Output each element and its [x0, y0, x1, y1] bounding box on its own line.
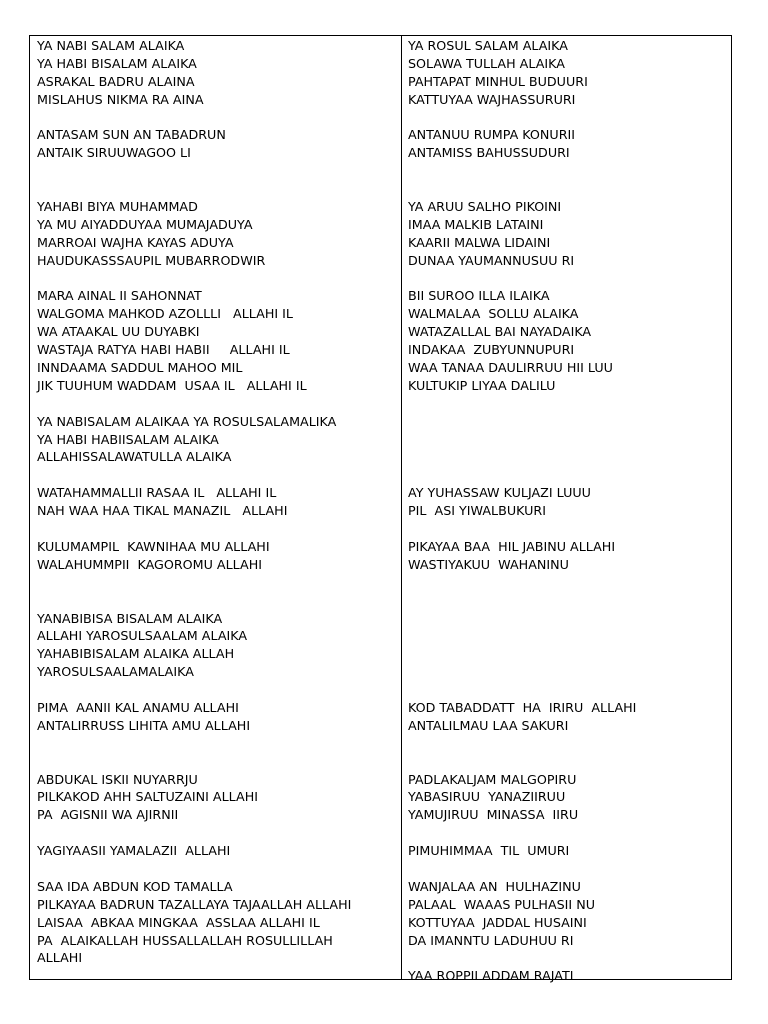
left-line	[37, 520, 393, 538]
left-line	[37, 180, 393, 198]
right-line	[408, 824, 726, 842]
left-line: WALGOMA MAHKOD AZOLLLI ALLAHI IL	[37, 306, 293, 322]
left-line: PA AGISNII WA AJIRNII	[37, 807, 179, 823]
left-line: SAA IDA ABDUN KOD TAMALLA	[37, 878, 233, 894]
left-line: YA MU AIYADDUYAA MUMAJADUYA	[37, 216, 253, 232]
right-line	[408, 520, 726, 538]
left-line	[37, 395, 393, 413]
right-line	[408, 270, 726, 288]
left-line: PIMA AANII KAL ANAMU ALLAHI	[37, 699, 239, 715]
right-line	[408, 949, 726, 967]
right-line: ANTAMISS BAHUSSUDURI	[408, 145, 570, 161]
right-line: PALAAL WAAAS PULHASII NU	[408, 896, 595, 912]
right-line: YA ARUU SALHO PIKOINI	[408, 199, 562, 215]
right-line	[408, 109, 726, 127]
right-column	[408, 37, 726, 985]
left-line: MARA AINAL II SAHONNAT	[37, 288, 202, 304]
right-line: IMAA MALKIB LATAINI	[408, 216, 544, 232]
left-line	[37, 466, 393, 484]
left-line: YAGIYAASII YAMALAZII ALLAHI	[37, 843, 231, 859]
right-line	[408, 162, 726, 180]
right-line: INDAKAA ZUBYUNNUPURI	[408, 342, 575, 358]
right-line	[408, 574, 726, 592]
left-line: WATAHAMMALLII RASAA IL ALLAHI IL	[37, 485, 277, 501]
left-line	[37, 109, 393, 127]
right-line	[408, 592, 726, 610]
right-line: BII SUROO ILLA ILAIKA	[408, 288, 550, 304]
right-line	[408, 860, 726, 878]
left-line: NAH WAA HAA TIKAL MANAZIL ALLAHI	[37, 503, 288, 519]
left-line: YA HABI HABIISALAM ALAIKA	[37, 431, 219, 447]
left-line: WALAHUMMPII KAGOROMU ALLAHI	[37, 556, 262, 572]
right-line	[408, 610, 726, 628]
left-column	[37, 37, 393, 967]
left-line	[37, 824, 393, 842]
left-line: MISLAHUS NIKMA RA AINA	[37, 91, 204, 107]
left-line: YAROSULSAALAMALAIKA	[37, 664, 194, 680]
left-line: YAHABI BIYA MUHAMMAD	[37, 199, 198, 215]
right-line	[408, 681, 726, 699]
left-line	[37, 681, 393, 699]
right-line	[408, 627, 726, 645]
right-line: PIMUHIMMAA TIL UMURI	[408, 843, 570, 859]
right-line	[408, 413, 726, 431]
left-line: YAHABIBISALAM ALAIKA ALLAH	[37, 646, 235, 662]
right-line: KOTTUYAA JADDAL HUSAINI	[408, 914, 587, 930]
right-line: WANJALAA AN HULHAZINU	[408, 878, 581, 894]
right-line: PIL ASI YIWALBUKURI	[408, 503, 546, 519]
left-line	[37, 753, 393, 771]
right-line: WASTIYAKUU WAHANINU	[408, 556, 569, 572]
right-line: SOLAWA TULLAH ALAIKA	[408, 55, 565, 71]
right-line: WALMALAA SOLLU ALAIKA	[408, 306, 579, 322]
right-line	[408, 448, 726, 466]
left-line: YANABIBISA BISALAM ALAIKA	[37, 610, 223, 626]
left-line: PILKAKOD AHH SALTUZAINI ALLAHI	[37, 789, 258, 805]
left-line	[37, 735, 393, 753]
right-line: KOD TABADDATT HA IRIRU ALLAHI	[408, 699, 637, 715]
left-line: YA HABI BISALAM ALAIKA	[37, 55, 197, 71]
left-line: ALLAHI YAROSULSAALAM ALAIKA	[37, 628, 248, 644]
left-line: MARROAI WAJHA KAYAS ADUYA	[37, 234, 234, 250]
lyrics-table	[29, 35, 732, 984]
left-line: ANTASAM SUN AN TABADRUN	[37, 127, 226, 143]
left-line: WASTAJA RATYA HABI HABII ALLAHI IL	[37, 342, 290, 358]
left-line: JIK TUUHUM WADDAM USAA IL ALLAHI IL	[37, 377, 307, 393]
left-line: PA ALAIKALLAH HUSSALLALLAH ROSULLILLAH	[37, 932, 333, 948]
right-line: YAA ROPPII ADDAM RAJATI	[408, 968, 574, 984]
left-line	[37, 592, 393, 610]
left-line: HAUDUKASSSAUPIL MUBARRODWIR	[37, 252, 266, 268]
right-line	[408, 431, 726, 449]
right-line: KULTUKIP LIYAA DALILU	[408, 377, 556, 393]
left-line: PILKAYAA BADRUN TAZALLAYA TAJAALLAH ALLAHI	[37, 896, 352, 912]
right-line: ANTALILMAU LAA SAKURI	[408, 717, 569, 733]
left-line: ABDUKAL ISKII NUYARRJU	[37, 771, 198, 787]
right-line: DUNAA YAUMANNUSUU RI	[408, 252, 575, 268]
left-line	[37, 860, 393, 878]
column-divider	[401, 36, 402, 979]
right-line: YABASIRUU YANAZIIRUU	[408, 789, 566, 805]
left-line: ASRAKAL BADRU ALAINA	[37, 73, 195, 89]
right-line	[408, 180, 726, 198]
right-line: PIKAYAA BAA HIL JABINU ALLAHI	[408, 538, 616, 554]
left-line: LAISAA ABKAA MINGKAA ASSLAA ALLAHI IL	[37, 914, 320, 930]
right-line	[408, 753, 726, 771]
right-line: YAMUJIRUU MINASSA IIRU	[408, 807, 579, 823]
left-line: ANTALIRRUSS LIHITA AMU ALLAHI	[37, 717, 251, 733]
right-line: YA ROSUL SALAM ALAIKA	[408, 38, 568, 53]
left-line	[37, 270, 393, 288]
right-line: PADLAKALJAM MALGOPIRU	[408, 771, 577, 787]
left-line: ALLAHI	[37, 950, 83, 966]
right-line: AY YUHASSAW KULJAZI LUUU	[408, 485, 591, 501]
right-line: WAA TANAA DAULIRRUU HII LUU	[408, 360, 613, 376]
right-line	[408, 663, 726, 681]
right-line: DA IMANNTU LADUHUU RI	[408, 932, 574, 948]
left-line: YA NABI SALAM ALAIKA	[37, 38, 185, 53]
right-line	[408, 645, 726, 663]
left-line	[37, 574, 393, 592]
right-line: ANTANUU RUMPA KONURII	[408, 127, 575, 143]
right-line	[408, 395, 726, 413]
right-line: PAHTAPAT MINHUL BUDUURI	[408, 73, 588, 89]
left-line: ALLAHISSALAWATULLA ALAIKA	[37, 449, 232, 465]
right-line	[408, 735, 726, 753]
left-line: INNDAAMA SADDUL MAHOO MIL	[37, 360, 243, 376]
left-line: YA NABISALAM ALAIKAA YA ROSULSALAMALIKA	[37, 413, 337, 429]
left-line: KULUMAMPIL KAWNIHAA MU ALLAHI	[37, 538, 270, 554]
right-line: KAARII MALWA LIDAINI	[408, 234, 551, 250]
left-line	[37, 162, 393, 180]
right-line: KATTUYAA WAJHASSURURI	[408, 91, 576, 107]
right-line	[408, 466, 726, 484]
right-line: WATAZALLAL BAI NAYADAIKA	[408, 324, 592, 340]
left-line: WA ATAAKAL UU DUYABKI	[37, 324, 200, 340]
left-line: ANTAIK SIRUUWAGOO LI	[37, 145, 191, 161]
